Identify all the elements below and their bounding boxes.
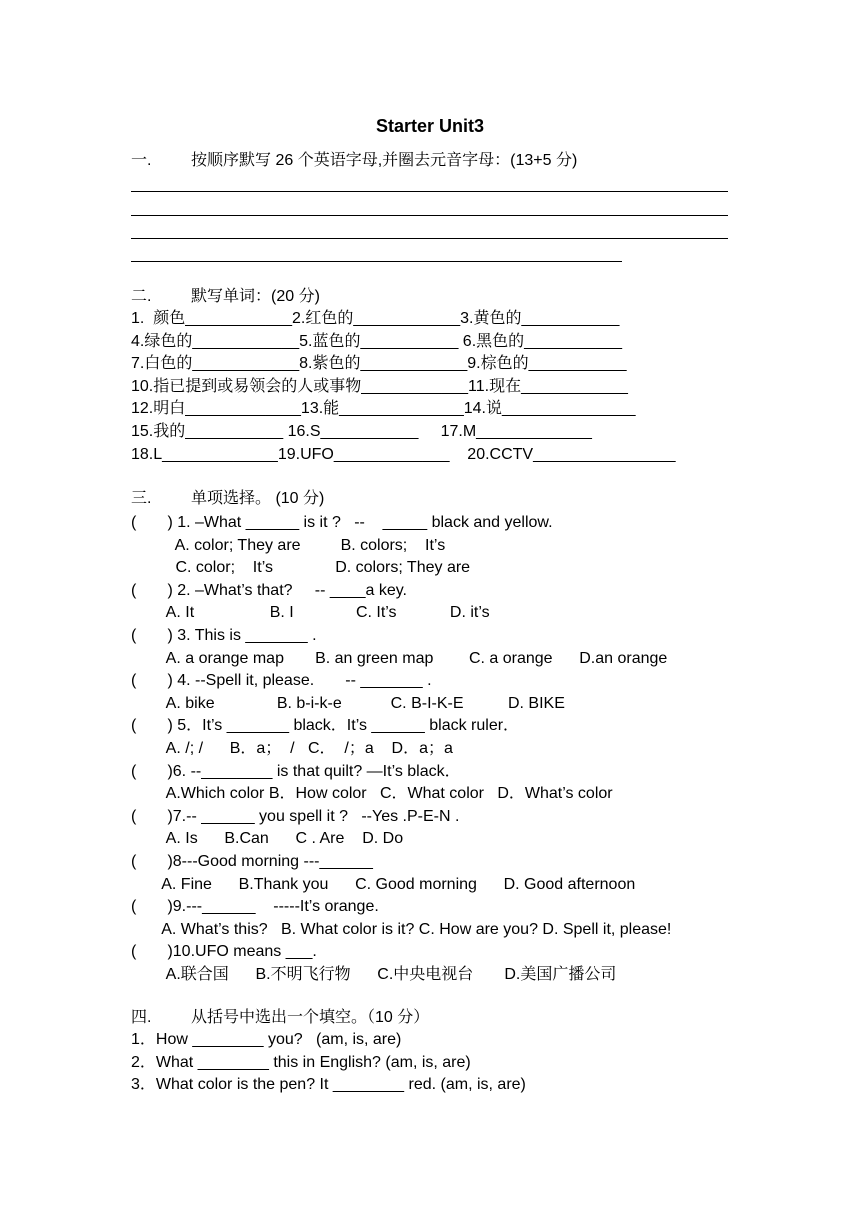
- worksheet-line: A. color; They are B. colors; It’s: [131, 536, 446, 554]
- worksheet-line: ( ) 4. --Spell it, please. -- _______ .: [131, 672, 432, 690]
- worksheet-line: 7.白色的____________8.紫色的____________9.棕色的___________: [131, 355, 627, 373]
- worksheet-line: A. Is B.Can C . Are D. Do: [131, 830, 404, 848]
- worksheet-line: A. a orange map B. an green map C. a orange D.an orange: [131, 649, 668, 667]
- section-1-heading: [131, 151, 577, 171]
- worksheet-line: ( )9.---______ -----It’s orange.: [131, 898, 379, 916]
- worksheet-line: A. /; / B．a； / C． /；a D．a；a: [131, 740, 453, 757]
- worksheet-line: 3．What color is the pen? It ________ red. (am, is, are): [131, 1076, 526, 1094]
- section-number: 四.: [131, 1009, 152, 1026]
- section-number: 一.: [131, 152, 152, 169]
- worksheet-line: A.Which color B．How color C．What color D．What’s color: [131, 785, 613, 803]
- worksheet-line: ( ) 1. –What ______ is it ? -- _____ black and yellow.: [131, 514, 553, 531]
- worksheet-line: ( )8---Good morning ---______: [131, 853, 373, 870]
- section-title: 按顺序默写 26 个英语字母,并圈去元音字母：(13+5 分): [191, 152, 578, 169]
- worksheet-line: A.联合国 B.不明飞行物 C.中央电视台 D.美国广播公司: [131, 966, 617, 983]
- answer-rule: [131, 238, 728, 239]
- worksheet-line: A. What’s this? B. What color is it? C. How are you? D. Spell it, please!: [131, 920, 672, 938]
- worksheet-line: ( )7.-- ______ you spell it ? --Yes .P-E-N .: [131, 807, 460, 825]
- worksheet-line: 2．What ________ this in English? (am, is, are): [131, 1053, 471, 1071]
- answer-rule: [131, 191, 728, 192]
- worksheet-line: ( )10.UFO means ___.: [131, 943, 317, 961]
- worksheet-line: A. Fine B.Thank you C. Good morning D. Good afternoon: [131, 875, 636, 893]
- worksheet-line: 1．How ________ you? (am, is, are): [131, 1031, 402, 1048]
- worksheet-line: 15.我的___________ 16.S___________ 17.M_____________: [131, 423, 592, 440]
- section-title: 默写单词：(20 分): [191, 288, 320, 305]
- answer-rule: [131, 261, 622, 262]
- section-number: 三.: [131, 490, 152, 507]
- worksheet-line: ( )6. --________ is that quilt? —It’s black．: [131, 762, 461, 780]
- worksheet-line: 12.明白_____________13.能______________14.说_______________: [131, 400, 636, 418]
- section-4-heading: [131, 1008, 429, 1028]
- worksheet-line: ( ) 3. This is _______ .: [131, 627, 317, 644]
- section-title: 从括号中选出一个填空。（10 分）: [191, 1009, 430, 1026]
- section-title: 单项选择。 (10 分): [191, 490, 325, 507]
- section-number: 二.: [131, 288, 152, 305]
- worksheet-line: 1. 颜色____________2.红色的____________3.黄色的___________: [131, 310, 620, 327]
- worksheet-line: ( ) 5．It’s _______ black．It’s ______ black ruler．: [131, 717, 520, 735]
- section-2-heading: [131, 287, 320, 307]
- page-title: Starter Unit3: [375, 116, 485, 136]
- worksheet-line: A. bike B. b-i-k-e C. B-I-K-E D. BIKE: [131, 694, 565, 712]
- answer-rule: [131, 215, 728, 216]
- worksheet-line: 4.绿色的____________5.蓝色的___________ 6.黑色的___________: [131, 332, 623, 350]
- worksheet-line: ( ) 2. –What’s that? -- ____a key.: [131, 581, 407, 599]
- worksheet-line: C. color; It’s D. colors; They are: [131, 559, 471, 577]
- section-3-heading: [131, 489, 324, 509]
- worksheet-line: A. It B. I C. It’s D. it’s: [131, 604, 490, 622]
- worksheet-line: 18.L_____________19.UFO_____________ 20.CCTV________________: [131, 445, 676, 463]
- worksheet-line: 10.指已提到或易领会的人或事物____________11.现在____________: [131, 377, 628, 395]
